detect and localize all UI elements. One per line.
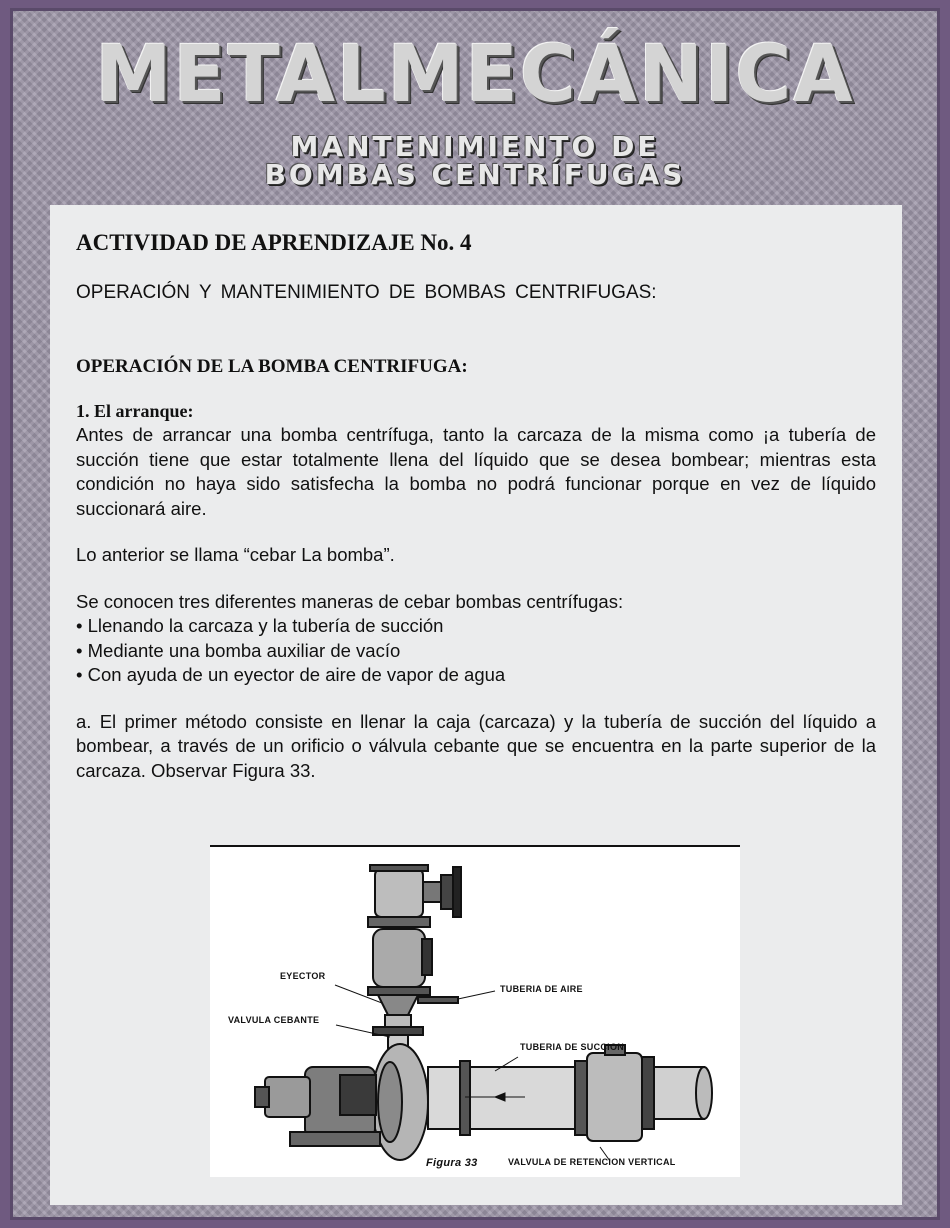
section-title: OPERACIÓN Y MANTENIMIENTO DE BOMBAS CENTRIFUGAS: [76,282,657,303]
paragraph-primer-metodo: a. El primer método consiste en llenar la caja (carcaza) y la tubería de succión del líquido a bombear, a través de un orificio o válvula cebante que se encuentra en la parte superior de la carcaza. Observar Figura 33. [76,710,876,781]
subsection-title: OPERACIÓN DE LA BOMBA CENTRIFUGA: [76,356,468,377]
figure-33 [210,845,740,1177]
step-title: 1. El arranque: [76,401,194,421]
label-tuberia-succion: TUBERIA DE SUCCION [520,1042,625,1052]
header-subtitle-line1: MANTENIMIENTO DE [290,130,660,163]
pump-diagram [210,847,740,1177]
label-valvula-cebante: VALVULA CEBANTE [228,1015,320,1025]
label-tuberia-aire: TUBERIA DE AIRE [500,984,583,994]
figure-caption: Figura 33 [426,1157,478,1169]
paragraph-cebar: Lo anterior se llama “cebar La bomba”. [76,544,395,565]
list-item: • Llenando la carcaza y la tubería de succión [76,615,444,636]
header-banner [0,0,950,200]
header-subtitle-line2: BOMBAS CENTRÍFUGAS [264,158,686,191]
label-eyector: EYECTOR [280,971,326,981]
paragraph-arranque: Antes de arrancar una bomba centrífuga, tanto la carcaza de la misma como ¡a tubería de succión tiene que estar totalmente llena del líquido que se desea bombear; mientras esta condición no haya sido satisfecha la bomba no podrá funcionar porque en vez de líquido succionará aire. [76,424,876,519]
activity-title: ACTIVIDAD DE APRENDIZAJE No. 4 [76,230,472,255]
list-item: • Mediante una bomba auxiliar de vacío [76,639,401,661]
document-body [76,227,876,783]
label-valvula-retencion: VALVULA DE RETENCION VERTICAL [508,1157,676,1167]
header-title: METALMECÁNICA [95,30,855,120]
content-panel [50,205,902,1205]
paragraph-maneras: Se conocen tres diferentes maneras de cebar bombas centrífugas: [76,590,624,612]
list-item: • Con ayuda de un eyector de aire de vapor de agua [76,664,506,685]
